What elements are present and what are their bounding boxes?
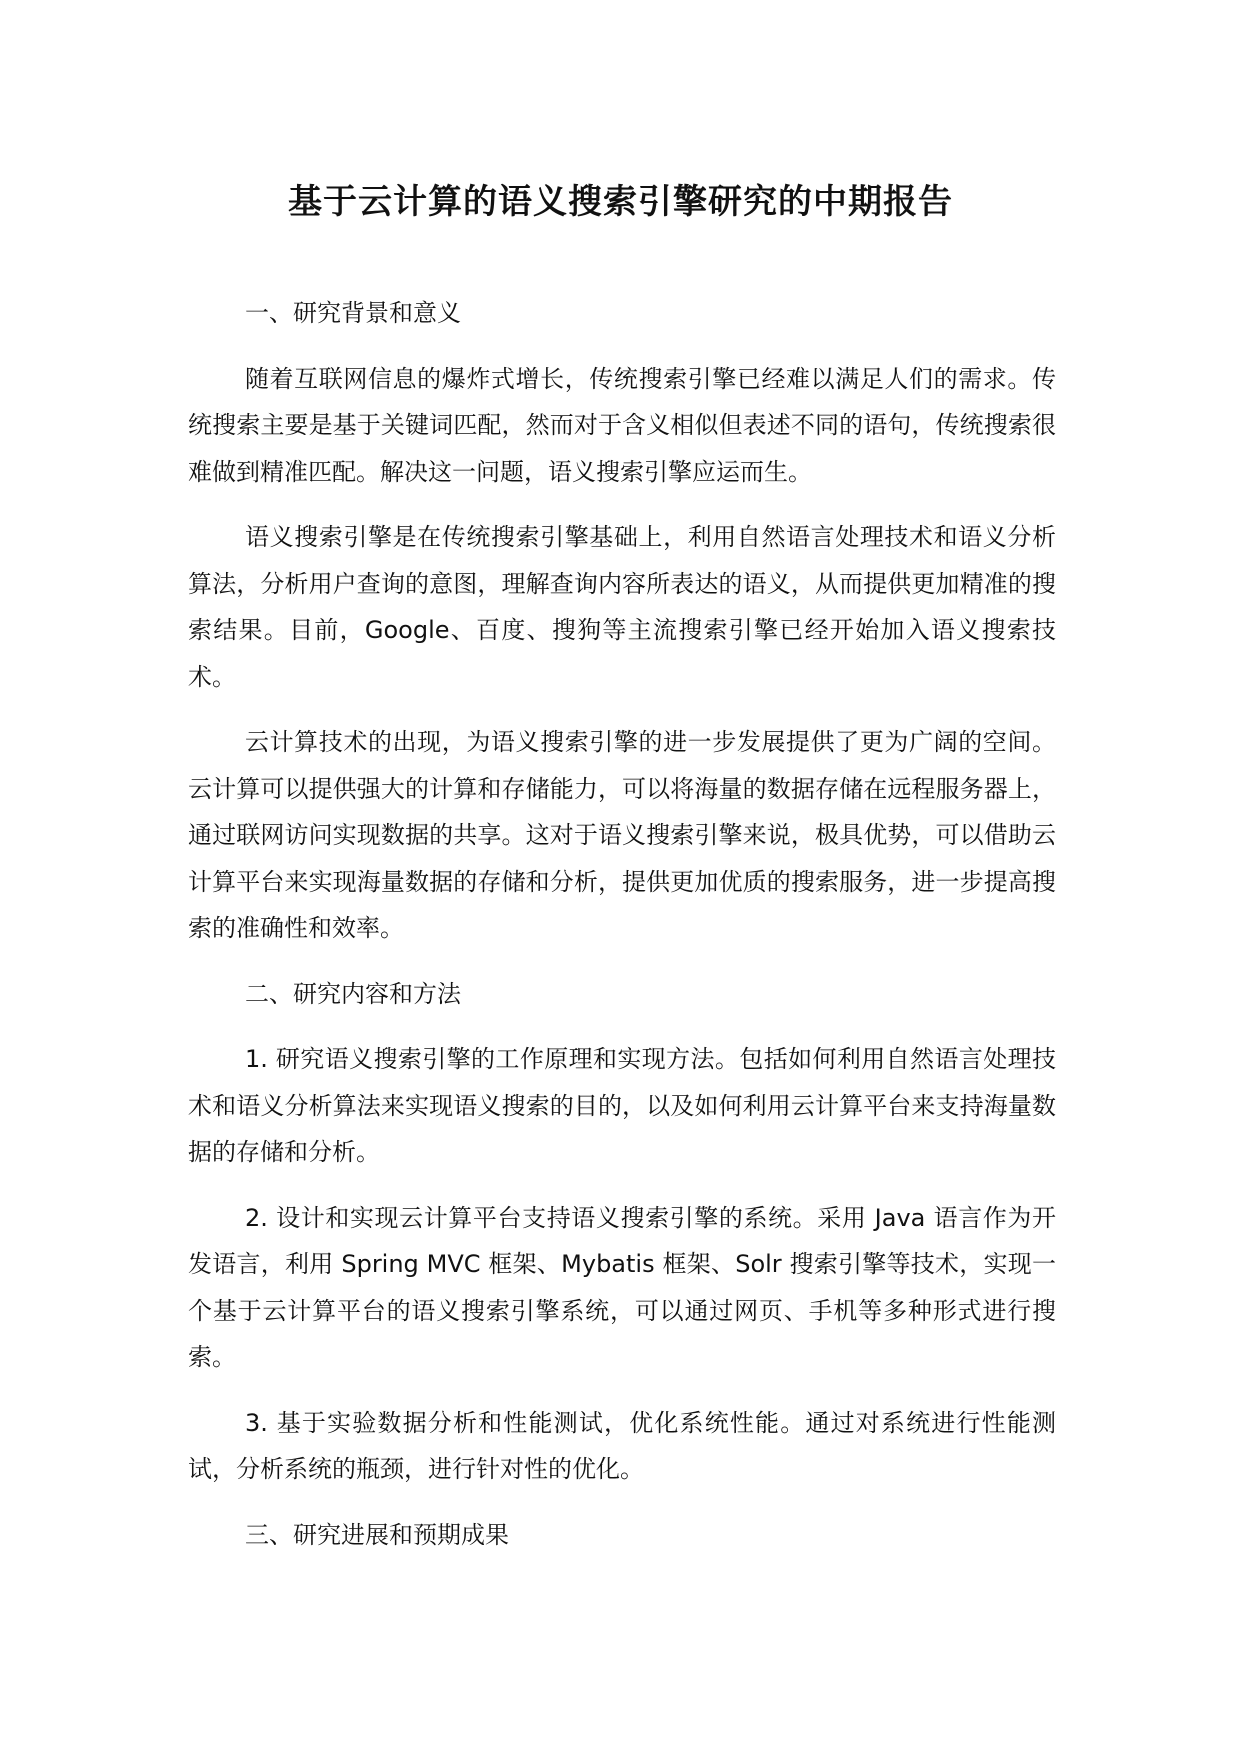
- paragraph: 云计算技术的出现，为语义搜索引擎的进一步发展提供了更为广阔的空间。云计算可以提供强大的计算和存储能力，可以将海量的数据存储在远程服务器上，通过联网访问实现数据的共享。这对于语义搜索引擎来说，极具优势，可以借助云计算平台来实现海量数据的存储和分析，提供更加优质的搜索服务，进一步提高搜索的准确性和效率。: [188, 728, 1056, 942]
- paragraph: 3. 基于实验数据分析和性能测试，优化系统性能。通过对系统进行性能测试，分析系统的瓶颈，进行针对性的优化。: [188, 1408, 1056, 1483]
- document-body: [188, 290, 1056, 1577]
- paragraph: 语义搜索引擎是在传统搜索引擎基础上，利用自然语言处理技术和语义分析算法，分析用户查询的意图，理解查询内容所表达的语义，从而提供更加精准的搜索结果。目前，Google、百度、搜狗等主流搜索引擎已经开始加入语义搜索技术。: [188, 523, 1056, 691]
- paragraph: 随着互联网信息的爆炸式增长，传统搜索引擎已经难以满足人们的需求。传统搜索主要是基于关键词匹配，然而对于含义相似但表述不同的语句，传统搜索很难做到精准匹配。解决这一问题，语义搜索引擎应运而生。: [188, 364, 1056, 486]
- section-heading: 二、研究内容和方法: [245, 979, 461, 1008]
- document-title: 基于云计算的语义搜索引擎研究的中期报告: [288, 182, 953, 222]
- section-heading: 三、研究进展和预期成果: [245, 1520, 509, 1549]
- paragraph: 2. 设计和实现云计算平台支持语义搜索引擎的系统。采用 Java 语言作为开发语言，利用 Spring MVC 框架、Mybatis 框架、Solr 搜索引擎等技术，实现一个基于云计算平台的语义搜索引擎系统，可以通过网页、手机等多种形式进行搜索。: [188, 1203, 1056, 1371]
- paragraph: 1. 研究语义搜索引擎的工作原理和实现方法。包括如何利用自然语言处理技术和语义分析算法来实现语义搜索的目的，以及如何利用云计算平台来支持海量数据的存储和分析。: [188, 1045, 1056, 1166]
- section-heading: 一、研究背景和意义: [245, 299, 461, 327]
